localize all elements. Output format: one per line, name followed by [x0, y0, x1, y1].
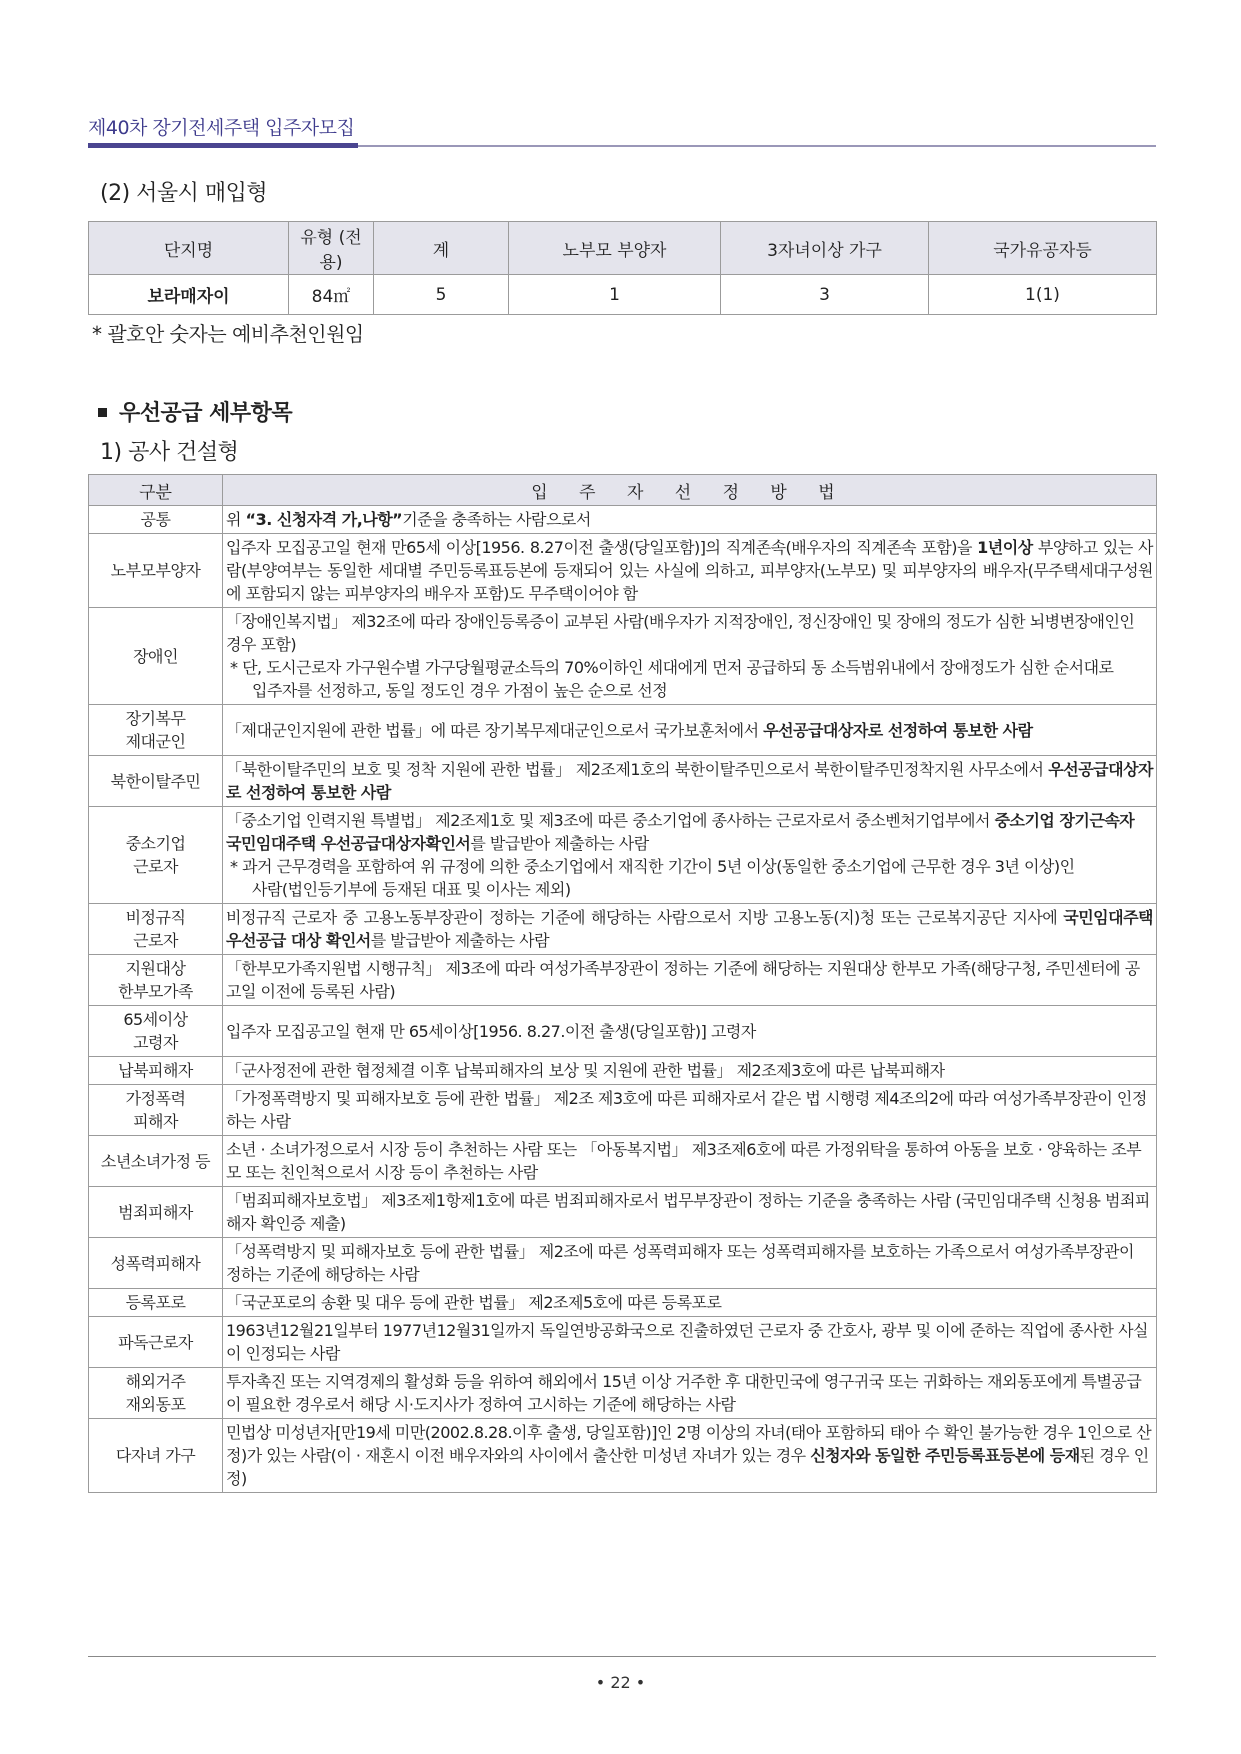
table-row — [89, 608, 1157, 705]
row-category: 가정폭력 피해자 — [89, 1085, 223, 1136]
row-note-cont: 입주자를 선정하고, 동일 정도인 경우 가점이 높은 순으로 선정 — [252, 681, 668, 700]
row-note-cont: 사람(법인등기부에 등재된 대표 및 이사는 제외) — [252, 880, 571, 899]
table-row — [89, 955, 1157, 1006]
priority-title-text: 우선공급 세부항목 — [119, 401, 293, 426]
page-number: • 22 • — [595, 1673, 646, 1692]
table-row — [89, 705, 1157, 756]
col-header: 3자녀이상 가구 — [721, 222, 929, 275]
row-description: 「군사정전에 관한 협정체결 이후 납북피해자의 보상 및 지원에 관한 법률」 제2조제3호에 따른 납북피해자 — [223, 1057, 1157, 1085]
row-category: 지원대상 한부모가족 — [89, 955, 223, 1006]
row-category: 북한이탈주민 — [89, 756, 223, 807]
table-row — [89, 904, 1157, 955]
section-title-seoul-purchase: (2) 서울시 매입형 — [100, 181, 268, 206]
row-category: 65세이상 고령자 — [89, 1006, 223, 1057]
table-header-row — [89, 222, 1157, 275]
table-row — [89, 506, 1157, 534]
col-header: 노부모 부양자 — [509, 222, 721, 275]
priority-section-title — [98, 396, 292, 427]
row-category: 성폭력피해자 — [89, 1238, 223, 1289]
table-row — [89, 1419, 1157, 1493]
table-row — [89, 756, 1157, 807]
row-description: 「범죄피해자보호법」 제3조제1항제1호에 따른 범죄피해자로서 법무부장관이 정하는 기준을 충족하는 사람 (국민임대주택 신청용 범죄피해자 확인증 제출) — [223, 1187, 1157, 1238]
table-cell: 3 — [721, 275, 929, 315]
row-description: 「한부모가족지원법 시행규칙」 제3조에 따라 여성가족부장관이 정하는 기준에 해당하는 지원대상 한부모 가족(해당구청, 주민센터에 공고일 이전에 등록된 사람) — [223, 955, 1157, 1006]
row-category: 중소기업 근로자 — [89, 807, 223, 904]
row-description: 「제대군인지원에 관한 법률」에 따른 장기복무제대군인으로서 국가보훈처에서 우선공급대상자로 선정하여 통보한 사람 — [223, 705, 1157, 756]
subsection-title: 1) 공사 건설형 — [100, 440, 239, 465]
square-bullet-icon — [98, 408, 107, 417]
row-description: 「성폭력방지 및 피해자보호 등에 관한 법률」 제2조에 따른 성폭력피해자 또는 성폭력피해자를 보호하는 가족으로서 여성가족부장관이 정하는 기준에 해당하는 사람 — [223, 1238, 1157, 1289]
row-note: * 과거 근무경력을 포함하여 위 규정에 의한 중소기업에서 재직한 기간이 5년 이상(동일한 중소기업에 근무한 경우 3년 이상)인 — [230, 857, 1075, 876]
table-row — [89, 1187, 1157, 1238]
table-cell: 1 — [509, 275, 721, 315]
row-category: 다자녀 가구 — [89, 1419, 223, 1493]
row-description: 「국군포로의 송환 및 대우 등에 관한 법률」 제2조제5호에 따른 등록포로 — [223, 1289, 1157, 1317]
row-description: 「가정폭력방지 및 피해자보호 등에 관한 법률」 제2조 제3호에 따른 피해자로서 같은 법 시행령 제4조의2에 따라 여성가족부장관이 인정하는 사람 — [223, 1085, 1157, 1136]
footer-divider — [88, 1656, 1156, 1657]
row-description: 비정규직 근로자 중 고용노동부장관이 정하는 기준에 해당하는 사람으로서 지방 고용노동(지)청 또는 근로복지공단 지사에 국민임대주택 우선공급 대상 확인서를 발급받아 제출하는 사람 — [223, 904, 1157, 955]
col-header-method: 입 주 자 선 정 방 법 — [223, 475, 1157, 506]
col-header: 유형 (전용) — [289, 222, 374, 275]
row-description: 입주자 모집공고일 현재 만 65세이상[1956. 8.27.이전 출생(당일포함)] 고령자 — [223, 1006, 1157, 1057]
row-category: 해외거주 재외동포 — [89, 1368, 223, 1419]
row-category: 공통 — [89, 506, 223, 534]
row-category: 범죄피해자 — [89, 1187, 223, 1238]
header-accent-bar — [88, 143, 358, 148]
table-row — [89, 1238, 1157, 1289]
footnote-reserve: * 괄호안 숫자는 예비추천인원임 — [92, 322, 364, 346]
table-header-row — [89, 475, 1157, 506]
row-description: 소년 · 소녀가정으로서 시장 등이 추천하는 사람 또는 「아동복지법」 제3조제6호에 따른 가정위탁을 통하여 아동을 보호 · 양육하는 조부모 또는 친인척으로서 시장 등이 추천하는 사람 — [223, 1136, 1157, 1187]
table-row — [89, 1085, 1157, 1136]
document-header-title: 제40차 장기전세주택 입주자모집 — [88, 117, 355, 139]
row-description: 「중소기업 인력지원 특별법」 제2조제1호 및 제3조에 따른 중소기업에 종사하는 근로자로서 중소벤처기업부에서 중소기업 장기근속자 국민임대주택 우선공급대상자확인서를 발급받아 제출하는 사람 * 과거 근무경력을 포함하여 위 규정에 의한 중소기업에서 재직한 기간이 5년 이상(동일한 중소기업에 근무한 경우 3년 이상)인 사람(법인등기부에 등재된 대표 및 이사는 제외) — [223, 807, 1157, 904]
row-description: 「장애인복지법」 제32조에 따라 장애인등록증이 교부된 사람(배우자가 지적장애인, 정신장애인 및 장애의 정도가 심한 뇌병변장애인인 경우 포함) * 단, 도시근로자 가구원수별 가구당월평균소득의 70%이하인 세대에게 먼저 공급하되 동 소득범위내에서 장애정도가 심한 순서대로 입주자를 선정하고, 동일 정도인 경우 가점이 높은 순으로 선정 — [223, 608, 1157, 705]
table-row — [89, 1368, 1157, 1419]
table-row — [89, 1136, 1157, 1187]
row-category: 납북피해자 — [89, 1057, 223, 1085]
col-header: 단지명 — [89, 222, 289, 275]
row-category: 등록포로 — [89, 1289, 223, 1317]
priority-criteria-table — [88, 474, 1157, 1493]
row-category: 비정규직 근로자 — [89, 904, 223, 955]
row-category: 파독근로자 — [89, 1317, 223, 1368]
table-row — [89, 1289, 1157, 1317]
col-header: 계 — [374, 222, 509, 275]
row-category: 노부모부양자 — [89, 534, 223, 608]
table-cell: 1(1) — [929, 275, 1157, 315]
row-category: 소년소녀가정 등 — [89, 1136, 223, 1187]
table-row — [89, 1006, 1157, 1057]
row-description: 입주자 모집공고일 현재 만65세 이상[1956. 8.27이전 출생(당일포함)]의 직계존속(배우자의 직계존속 포함)을 1년이상 부양하고 있는 사람(부양여부는 동일한 세대별 주민등록표등본에 등재되어 있는 사실에 의하고, 피부양자(노부모) 및 피부양자의 배우자(무주택세대구성원에 포함되지 않는 피부양자의 배우자 포함)도 무주택이어야 함 — [223, 534, 1157, 608]
table-cell: 84㎡ — [289, 275, 374, 315]
row-category: 장애인 — [89, 608, 223, 705]
col-header: 국가유공자등 — [929, 222, 1157, 275]
table-cell: 보라매자이 — [89, 275, 289, 315]
table-row — [89, 275, 1157, 315]
row-note: * 단, 도시근로자 가구원수별 가구당월평균소득의 70%이하인 세대에게 먼저 공급하되 동 소득범위내에서 장애정도가 심한 순서대로 — [230, 658, 1114, 677]
row-description: 위 “3. 신청자격 가,나항”기준을 충족하는 사람으로서 — [223, 506, 1157, 534]
col-header-category: 구분 — [89, 475, 223, 506]
row-description: 민법상 미성년자[만19세 미만(2002.8.28.이후 출생, 당일포함)]인 2명 이상의 자녀(태아 포함하되 태아 수 확인 불가능한 경우 1인으로 산정)가 있는 사람(이 · 재혼시 이전 배우자와의 사이에서 출산한 미성년 자녀가 있는 경우 신청자와 동일한 주민등록표등본에 등재된 경우 인정) — [223, 1419, 1157, 1493]
table-row — [89, 1057, 1157, 1085]
table-row — [89, 807, 1157, 904]
row-description: 「북한이탈주민의 보호 및 정착 지원에 관한 법률」 제2조제1호의 북한이탈주민으로서 북한이탈주민정착지원 사무소에서 우선공급대상자로 선정하여 통보한 사람 — [223, 756, 1157, 807]
table-row — [89, 1317, 1157, 1368]
row-description: 투자촉진 또는 지역경제의 활성화 등을 위하여 해외에서 15년 이상 거주한 후 대한민국에 영구귀국 또는 귀화하는 재외동포에게 특별공급이 필요한 경우로서 해당 시·도지사가 정하여 고시하는 기준에 해당하는 사람 — [223, 1368, 1157, 1419]
row-category: 장기복무 제대군인 — [89, 705, 223, 756]
table-cell: 5 — [374, 275, 509, 315]
table-row — [89, 534, 1157, 608]
row-description: 1963년12월21일부터 1977년12월31일까지 독일연방공화국으로 진출하였던 근로자 중 간호사, 광부 및 이에 준하는 직업에 종사한 사실이 인정되는 사람 — [223, 1317, 1157, 1368]
supply-table-seoul — [88, 221, 1157, 315]
